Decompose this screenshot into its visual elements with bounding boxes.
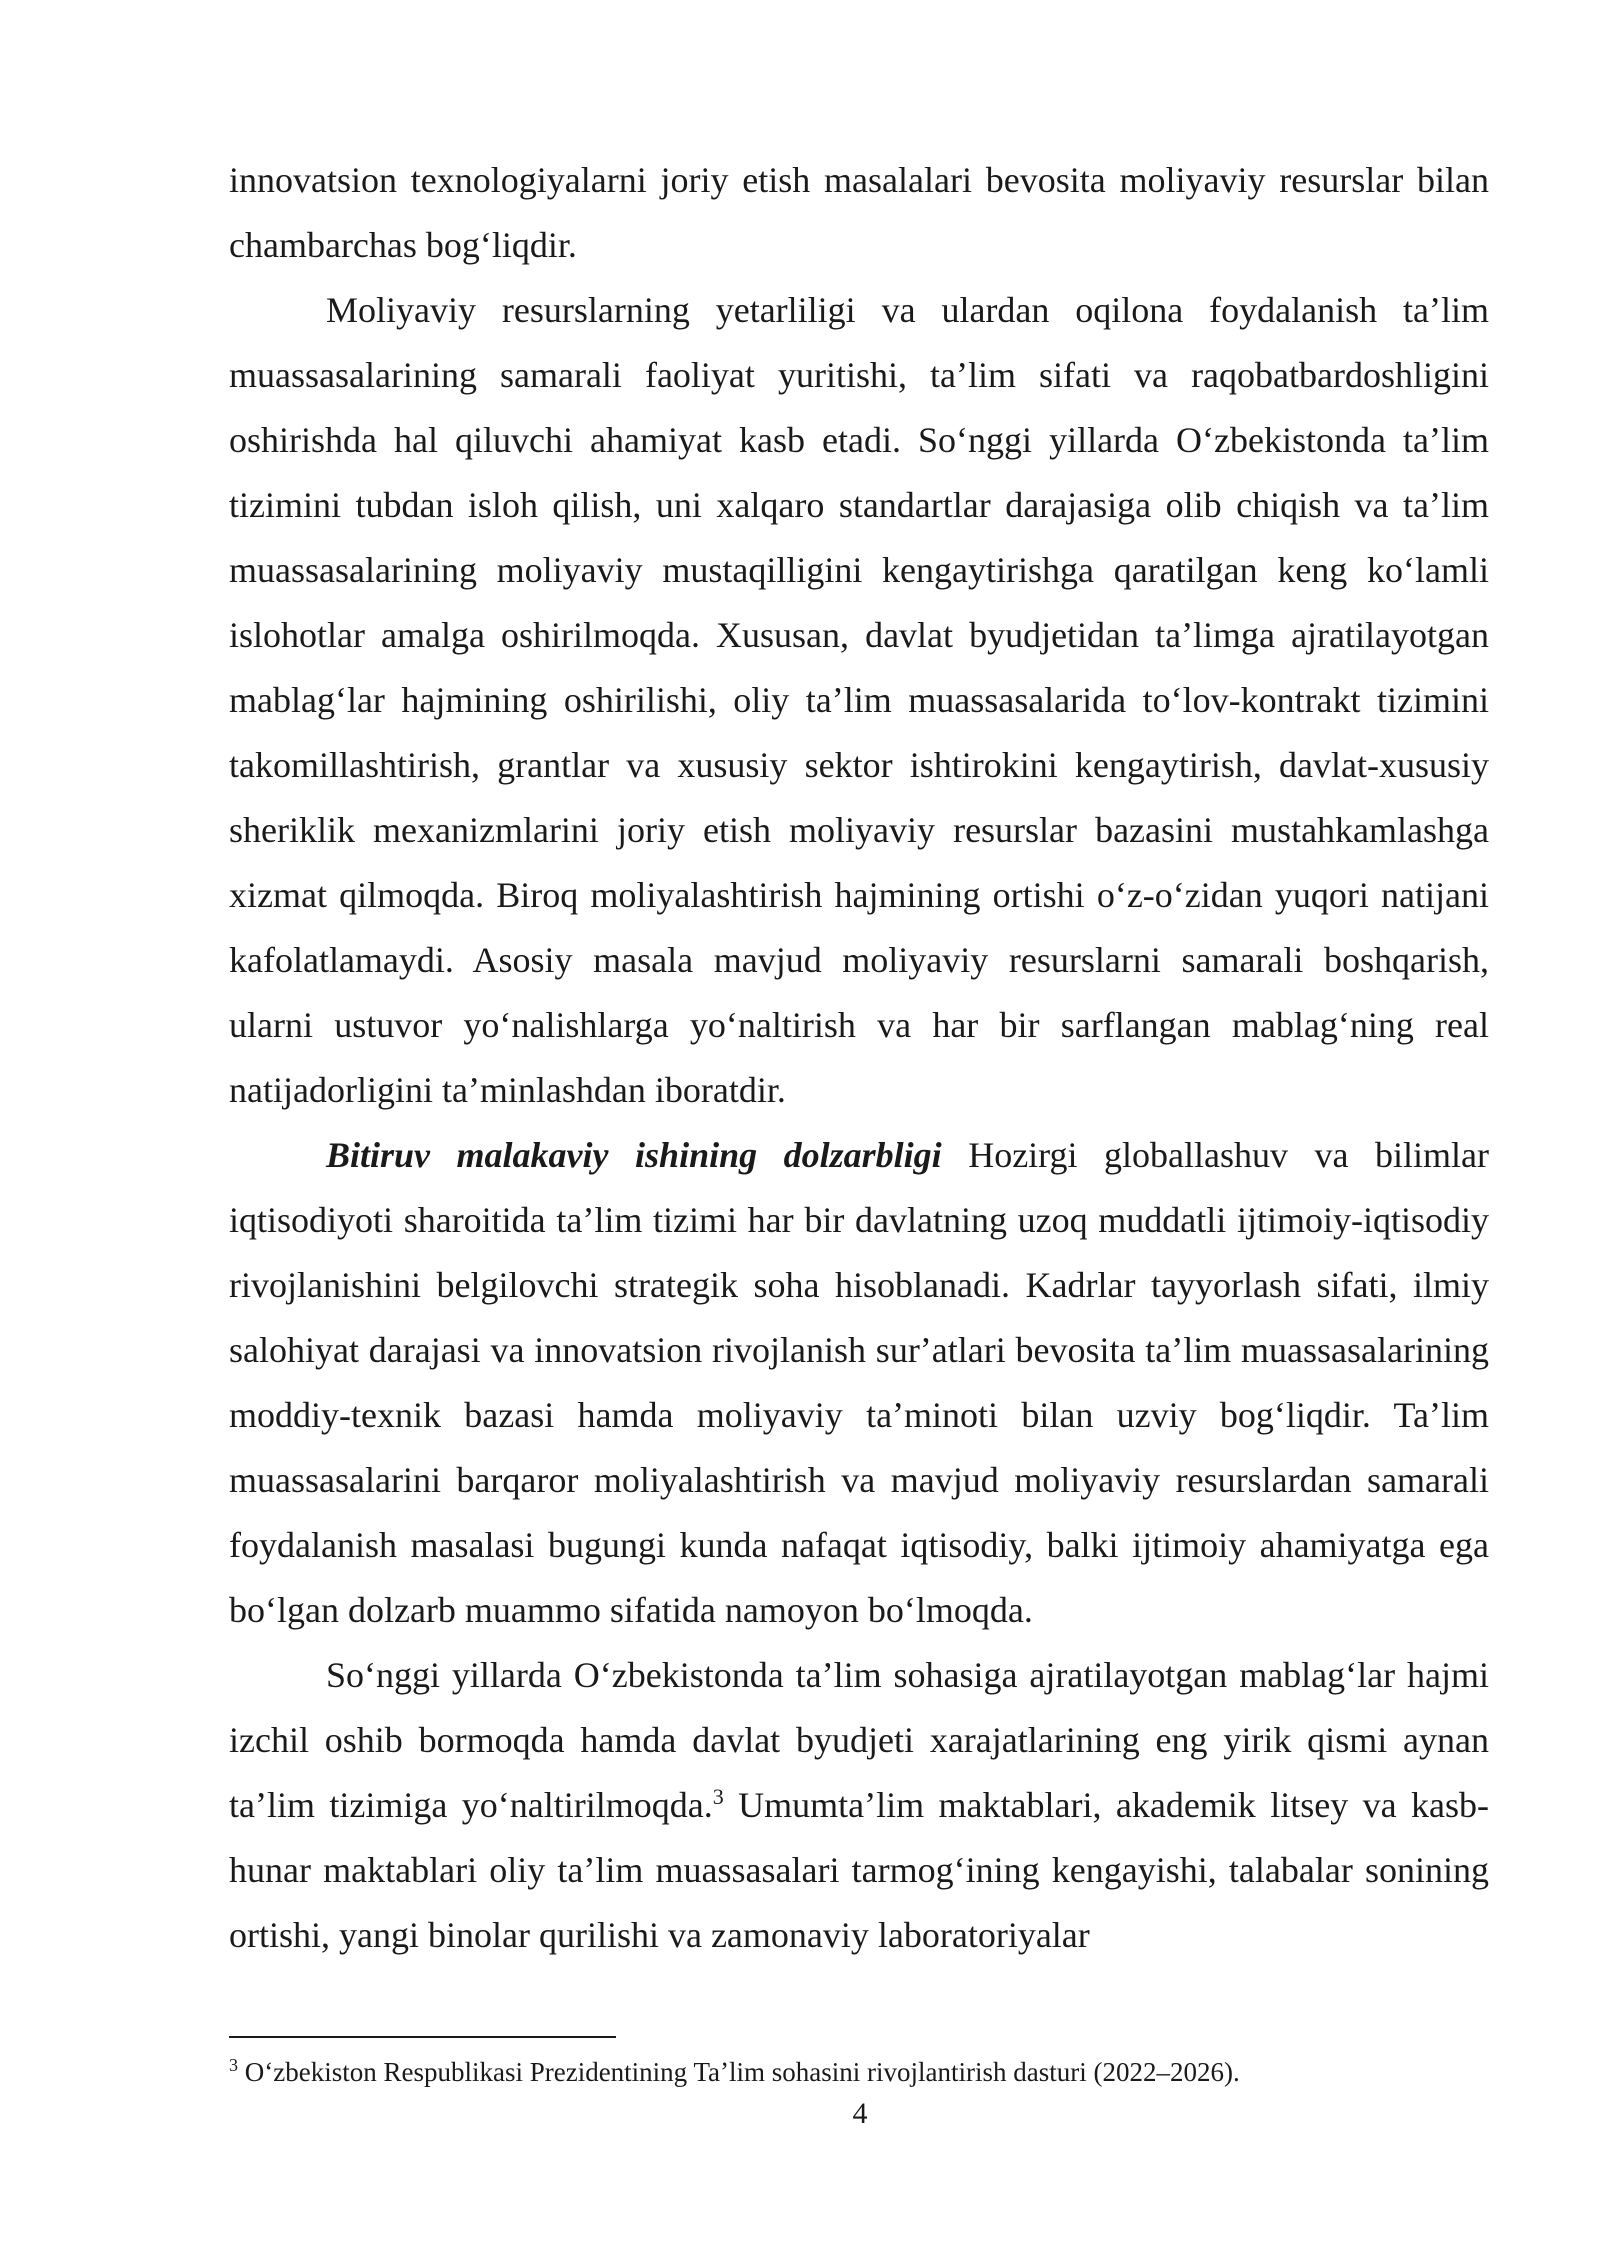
footnote-number: 3 [229,2055,238,2075]
paragraph-relevance [229,1123,1489,1643]
paragraph-continuation [229,148,1489,278]
footnote [229,2054,1489,2090]
paragraph-text: Moliyaviy resurslarning yetarliligi va ulardan oqilona foydalanish taʼlim muassasalarining samarali faoliyat yuritishi, taʼlim sifati va raqobatbardoshligini oshirishda hal qiluvchi ahamiyat kasb etadi. Soʻnggi yillarda Oʻzbekistonda taʼlim tizimini tubdan isloh qilish, uni xalqaro standartlar darajasiga olib chiqish va taʼlim muassasalarining moliyaviy mustaqilligini kengaytirishga qaratilgan keng koʻlamli islohotlar amalga oshirilmoqda. Xususan, davlat byudjetidan taʼlimga ajratilayotgan mablagʻlar hajmining oshirilishi, oliy taʼlim muassasalarida toʻlov-kontrakt tizimini takomillashtirish, grantlar va xususiy sektor ishtirokini kengaytirish, davlat-xususiy sheriklik mexanizmlarini joriy etish moliyaviy resurslar bazasini mustahkamlashga xizmat qilmoqda. Biroq moliyalashtirish hajmining ortishi oʻz-oʻzidan yuqori natijani kafolatlamaydi. Asosiy masala mavjud moliyaviy resurslarni samarali boshqarish, ularni ustuvor yoʻnalishlarga yoʻnaltirish va har bir sarflangan mablagʻning real natijadorligini taʼminlashdan iboratdir. [229,290,1489,1110]
body-text [229,148,1489,1968]
page-number: 4 [852,2097,868,2130]
paragraph-text: innovatsion texnologiyalarni joriy etish masalalari bevosita moliyaviy resurslar bilan chambarchas bogʻliqdir. [229,160,1489,265]
footnote-separator [229,2036,616,2038]
paragraph-text: Soʻnggi yillarda Oʻzbekistonda taʼlim sohasiga ajratilayotgan mablagʻlar hajmi izchil oshib bormoqda hamda davlat byudjeti xarajatlarining eng yirik qismi aynan taʼlim tizimiga yoʻnaltirilmoqda. [229,1655,1489,1825]
paragraph-text: Umumtaʼlim maktablari, akademik litsey va kasb-hunar maktablari oliy taʼlim muassasalari tarmogʻining kengayishi, talabalar sonining ortishi, yangi binolar qurilishi va zamonaviy laboratoriyalar [229,1785,1489,1955]
footnote-text: Oʻzbekiston Respublikasi Prezidentining Taʼlim sohasini rivojlantirish dasturi (2022–2026). [238,2057,1240,2087]
paragraph-text: Hozirgi globallashuv va bilimlar iqtisodiyoti sharoitida taʼlim tizimi har bir davlatning uzoq muddatli ijtimoiy-iqtisodiy rivojlanishini belgilovchi strategik soha hisoblanadi. Kadrlar tayyorlash sifati, ilmiy salohiyat darajasi va innovatsion rivojlanish surʼatlari bevosita taʼlim muassasalarining moddiy-texnik bazasi hamda moliyaviy taʼminoti bilan uzviy bogʻliqdir. Taʼlim muassasalarini barqaror moliyalashtirish va mavjud moliyaviy resurslardan samarali foydalanish masalasi bugungi kunda nafaqat iqtisodiy, balki ijtimoiy ahamiyatga ega boʻlgan dolzarb muammo sifatida namoyon boʻlmoqda. [229,1135,1489,1630]
relevance-heading: Bitiruv malakaviy ishining dolzarbligi [326,1135,942,1175]
paragraph-education-funding [229,1643,1489,1968]
footnote-reference: 3 [712,1784,724,1809]
paragraph-financial-resources [229,278,1489,1123]
